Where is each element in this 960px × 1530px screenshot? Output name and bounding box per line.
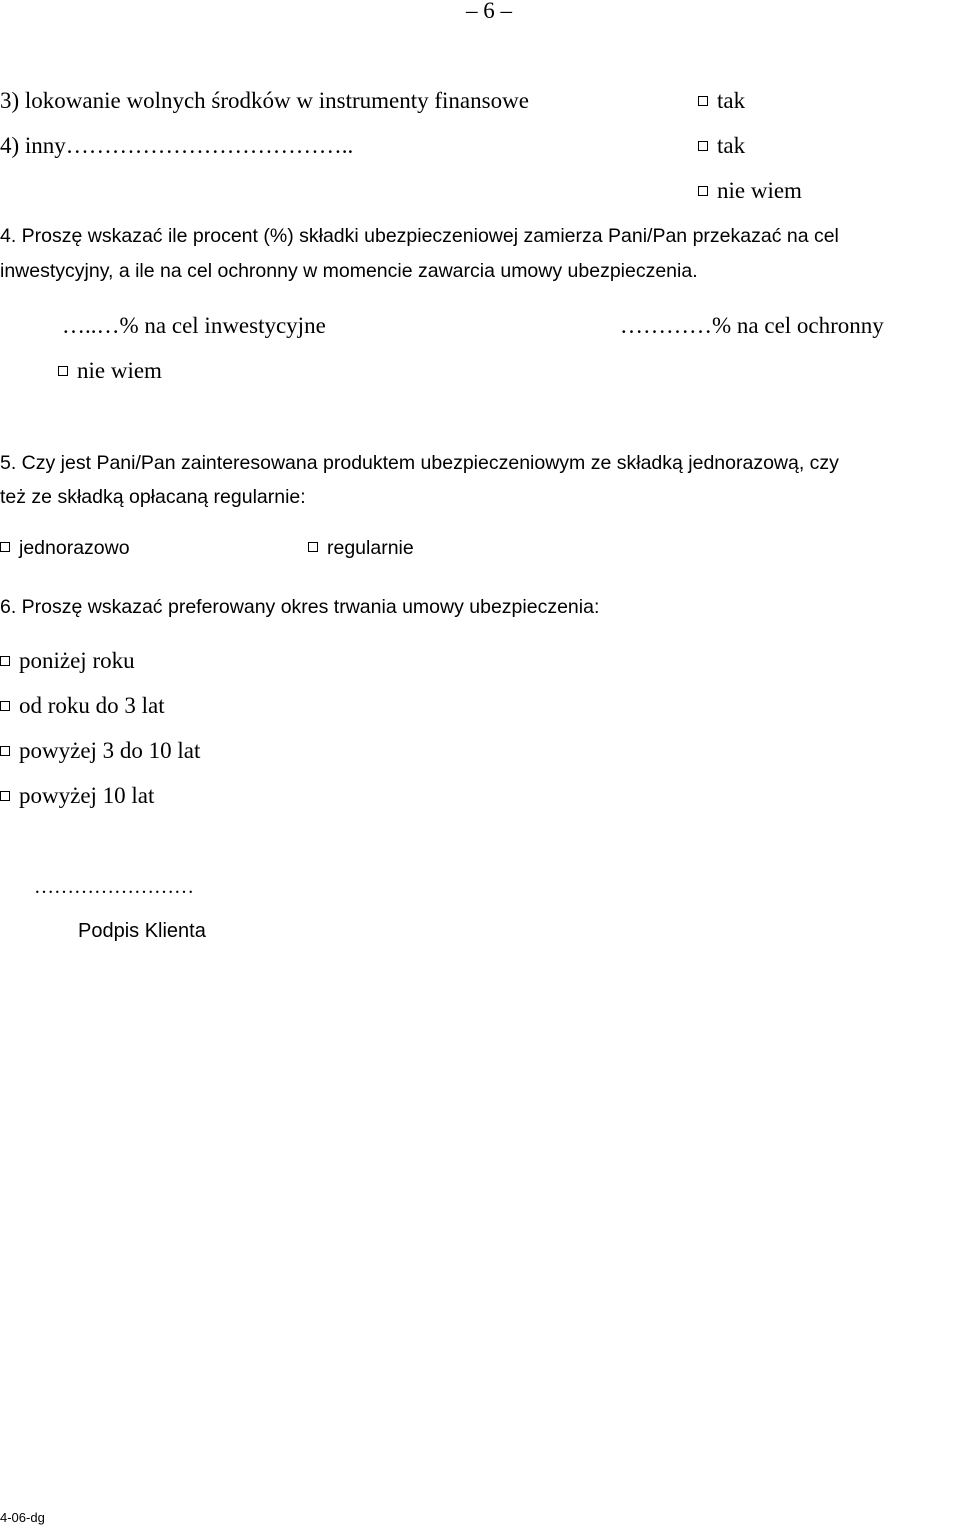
q5-single-checkbox[interactable] [0,537,130,560]
checkbox-icon [0,656,10,666]
q3-item3-label: 3) lokowanie wolnych środków w instrumenty finansowe [0,88,529,113]
q4-investment-field[interactable]: …..…% na cel inwestycyjne [62,313,326,338]
q6-question: 6. Proszę wskazać preferowany okres trwania umowy ubezpieczenia: [0,596,600,618]
page-number: – 6 – [466,0,512,23]
q6-option-checkbox[interactable] [0,648,135,674]
q3-item4-tak-label: tak [717,133,746,158]
q6-option-label: od roku do 3 lat [19,693,165,718]
signature-line[interactable]: …………………… [34,876,194,898]
signature-label: Podpis Klienta [78,920,206,942]
q3-item3-tak-checkbox[interactable] [698,88,745,114]
q4-question-line2: inwestycyjny, a ile na cel ochronny w momencie zawarcia umowy ubezpieczenia. [0,260,698,282]
q5-single-label: jednorazowo [19,537,130,559]
q5-regular-label: regularnie [327,537,414,559]
q5-regular-checkbox[interactable] [308,537,414,560]
q3-dont-know-label: nie wiem [717,178,802,203]
footer-code: 4-06-dg [0,1510,45,1525]
checkbox-icon [0,791,10,801]
q4-question-line1: 4. Proszę wskazać ile procent (%) składki ubezpieczeniowej zamierza Pani/Pan przekazać na cel [0,225,839,247]
q6-option-checkbox[interactable] [0,693,165,719]
checkbox-icon [0,746,10,756]
checkbox-icon [698,141,708,151]
q6-option-label: powyżej 3 do 10 lat [19,738,201,763]
checkbox-icon [58,366,68,376]
q4-protection-field[interactable]: …………% na cel ochronny [620,313,884,338]
q6-option-checkbox[interactable] [0,738,200,764]
q4-dont-know-label: nie wiem [77,358,162,383]
checkbox-icon [698,96,708,106]
q3-dont-know-checkbox[interactable] [698,178,802,204]
checkbox-icon [698,186,708,196]
q3-item4-tak-checkbox[interactable] [698,133,745,159]
q3-item3-tak-label: tak [717,88,746,113]
q5-question-line1: 5. Czy jest Pani/Pan zainteresowana produktem ubezpieczeniowym ze składką jednorazową, czy [0,452,839,474]
checkbox-icon [0,542,10,552]
checkbox-icon [0,701,10,711]
q6-option-label: powyżej 10 lat [19,783,155,808]
q6-option-checkbox[interactable] [0,783,154,809]
q3-item4-label: 4) inny……………………………….. [0,133,354,158]
q5-question-line2: też ze składką opłacaną regularnie: [0,486,306,508]
q4-dont-know-checkbox[interactable] [58,358,162,384]
checkbox-icon [308,542,318,552]
q6-option-label: poniżej roku [19,648,135,673]
